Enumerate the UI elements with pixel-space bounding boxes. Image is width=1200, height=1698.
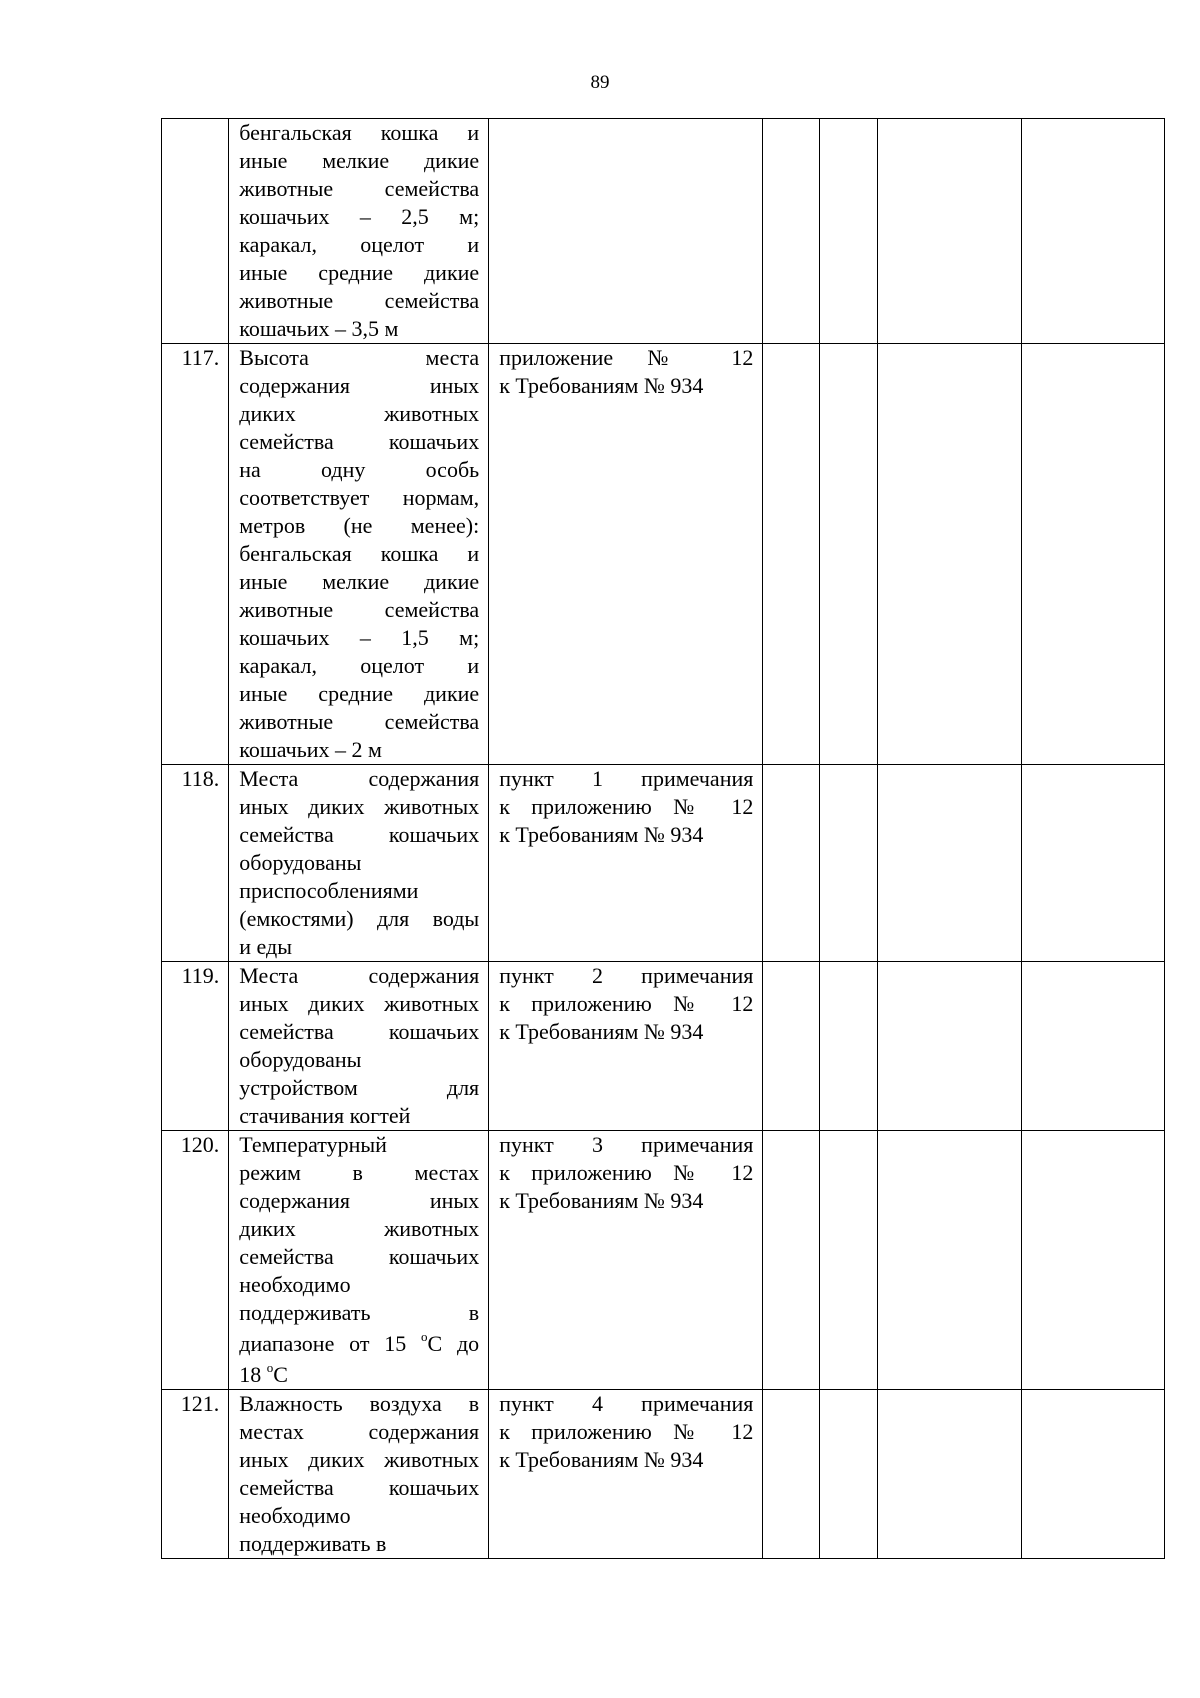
requirement-line: поддерживать в <box>239 1531 387 1556</box>
requirement-line: каракал, оцелот и <box>239 232 480 257</box>
not-applicable-cell <box>877 1390 1022 1559</box>
requirement-line: бенгальская кошка и <box>239 120 480 145</box>
reference-line: к приложению № 12 <box>499 794 754 819</box>
answer-no-cell <box>820 119 877 344</box>
reference-line: к Требованиям № 934 <box>499 1447 704 1472</box>
legal-reference <box>489 119 763 344</box>
reference-line: к Требованиям № 934 <box>499 373 704 398</box>
table-body <box>162 119 1165 1559</box>
requirement-text <box>229 962 489 1131</box>
reference-line: пункт 2 примечания <box>499 963 754 988</box>
notes-cell <box>1022 962 1165 1131</box>
table-row <box>162 119 1165 344</box>
requirement-line: кошачьих – 1,5 м; <box>239 625 480 650</box>
requirement-line: семейства кошачьих <box>239 1244 480 1269</box>
requirement-line: каракал, оцелот и <box>239 653 480 678</box>
requirement-line: местах содержания <box>239 1419 480 1444</box>
degree-sign: о <box>421 1329 428 1344</box>
requirement-line: семейства кошачьих <box>239 1019 480 1044</box>
requirement-line: диких животных <box>239 401 480 426</box>
legal-reference <box>489 1131 763 1390</box>
legal-reference <box>489 1390 763 1559</box>
legal-reference <box>489 344 763 765</box>
notes-cell <box>1022 1390 1165 1559</box>
requirement-line: и еды <box>239 934 292 959</box>
answer-no-cell <box>820 765 877 962</box>
table-row <box>162 1390 1165 1559</box>
requirement-line: (емкостями) для воды <box>239 906 480 931</box>
requirement-line: животные семейства <box>239 709 480 734</box>
requirement-line: иные средние дикие <box>239 681 480 706</box>
reference-line: пункт 4 примечания <box>499 1391 754 1416</box>
reference-line: к приложению № 12 <box>499 1419 754 1444</box>
answer-yes-cell <box>763 344 820 765</box>
notes-cell <box>1022 765 1165 962</box>
requirement-line: иных диких животных <box>239 794 480 819</box>
legal-reference <box>489 765 763 962</box>
requirement-line: необходимо <box>239 1503 351 1528</box>
notes-cell <box>1022 344 1165 765</box>
requirement-line: семейства кошачьих <box>239 822 480 847</box>
degree-sign: о <box>266 1360 274 1375</box>
not-applicable-cell <box>877 344 1022 765</box>
requirement-line: кошачьих – 2 м <box>239 737 382 762</box>
requirement-line: Температурный <box>239 1132 387 1157</box>
requirement-line: иных диких животных <box>239 1447 480 1472</box>
requirement-text <box>229 1131 489 1390</box>
answer-no-cell <box>820 962 877 1131</box>
requirement-line: иные мелкие дикие <box>239 148 480 173</box>
table-row <box>162 344 1165 765</box>
temperature-range-end: 18 $^о$С <box>239 1360 288 1387</box>
requirement-line: иные средние дикие <box>239 260 480 285</box>
reference-line: к Требованиям № 934 <box>499 1188 704 1213</box>
legal-reference <box>489 962 763 1131</box>
table-row <box>162 1131 1165 1390</box>
requirement-line: диких животных <box>239 1216 480 1241</box>
answer-no-cell <box>820 1390 877 1559</box>
requirement-line: семейства кошачьих <box>239 429 480 454</box>
requirement-line: кошачьих – 3,5 м <box>239 316 399 341</box>
answer-no-cell <box>820 1131 877 1390</box>
requirement-line: устройством для <box>239 1075 480 1100</box>
requirement-line: иных диких животных <box>239 991 480 1016</box>
table-row <box>162 962 1165 1131</box>
row-number <box>162 119 229 344</box>
requirement-line: Высота места <box>239 345 480 370</box>
requirement-line: на одну особь <box>239 457 480 482</box>
answer-no-cell <box>820 344 877 765</box>
requirement-line: Влажность воздуха в <box>239 1391 480 1416</box>
requirement-line: оборудованы <box>239 1047 362 1072</box>
requirements-table <box>161 118 1165 1559</box>
reference-line: к приложению № 12 <box>499 1160 754 1185</box>
requirement-line: содержания иных <box>239 373 480 398</box>
answer-yes-cell <box>763 962 820 1131</box>
page-number: 89 <box>590 72 610 93</box>
row-number: 120. <box>162 1131 229 1390</box>
row-number: 121. <box>162 1390 229 1559</box>
requirement-line: содержания иных <box>239 1188 480 1213</box>
requirement-line: соответствует нормам, <box>239 485 480 510</box>
requirement-line: иные мелкие дикие <box>239 569 480 594</box>
requirement-line: животные семейства <box>239 597 480 622</box>
requirement-line: семейства кошачьих <box>239 1475 480 1500</box>
requirement-text <box>229 119 489 344</box>
not-applicable-cell <box>877 765 1022 962</box>
temperature-range-line: диапазоне от 15 $^о$С до <box>239 1329 480 1356</box>
notes-cell <box>1022 1131 1165 1390</box>
requirement-line: приспособлениями <box>239 878 419 903</box>
requirement-line: режим в местах <box>239 1160 480 1185</box>
not-applicable-cell <box>877 962 1022 1131</box>
requirement-text <box>229 765 489 962</box>
answer-yes-cell <box>763 1390 820 1559</box>
not-applicable-cell <box>877 1131 1022 1390</box>
row-number: 119. <box>162 962 229 1131</box>
answer-yes-cell <box>763 1131 820 1390</box>
requirement-line: метров (не менее): <box>239 513 480 538</box>
requirement-line: Места содержания <box>239 963 480 988</box>
table-row <box>162 765 1165 962</box>
answer-yes-cell <box>763 119 820 344</box>
requirement-line: бенгальская кошка и <box>239 541 480 566</box>
reference-line: к приложению № 12 <box>499 991 754 1016</box>
row-number: 117. <box>162 344 229 765</box>
requirement-line: Места содержания <box>239 766 480 791</box>
requirement-line: кошачьих – 2,5 м; <box>239 204 480 229</box>
requirement-line: стачивания когтей <box>239 1103 411 1128</box>
requirement-line: необходимо <box>239 1272 351 1297</box>
notes-cell <box>1022 119 1165 344</box>
reference-line: приложение № 12 <box>499 345 754 370</box>
requirement-line: поддерживать в <box>239 1300 480 1325</box>
reference-line: к Требованиям № 934 <box>499 1019 704 1044</box>
reference-line: пункт 3 примечания <box>499 1132 754 1157</box>
requirement-text <box>229 344 489 765</box>
reference-line: к Требованиям № 934 <box>499 822 704 847</box>
answer-yes-cell <box>763 765 820 962</box>
reference-line: пункт 1 примечания <box>499 766 754 791</box>
not-applicable-cell <box>877 119 1022 344</box>
row-number: 118. <box>162 765 229 962</box>
requirement-line: животные семейства <box>239 288 480 313</box>
requirement-line: животные семейства <box>239 176 480 201</box>
requirement-text <box>229 1390 489 1559</box>
requirement-line: оборудованы <box>239 850 362 875</box>
